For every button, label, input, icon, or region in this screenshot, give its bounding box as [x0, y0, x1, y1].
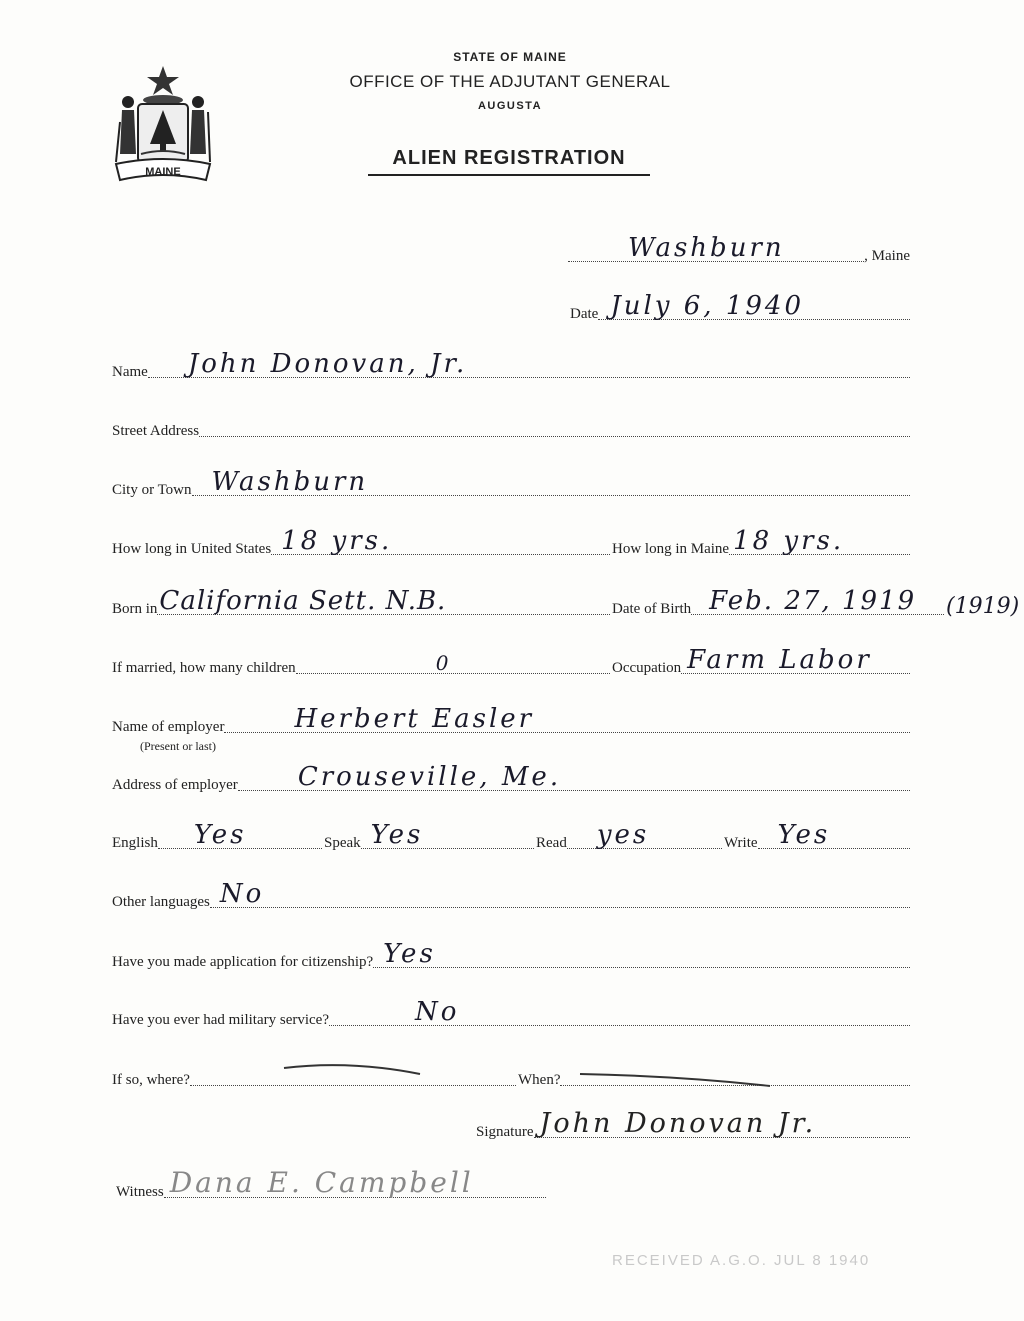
- read-field[interactable]: [567, 820, 722, 850]
- military-field[interactable]: [329, 997, 910, 1027]
- witness-label: Witness: [116, 1184, 164, 1200]
- years-maine-field[interactable]: [729, 526, 910, 556]
- citizenship-row: [112, 939, 910, 971]
- employer-field[interactable]: [224, 704, 910, 734]
- place-label: , Maine: [864, 248, 910, 264]
- witness-row: [116, 1166, 546, 1201]
- dob-row: [612, 586, 944, 618]
- occupation-value: Farm Labor: [687, 645, 872, 675]
- born-in-field[interactable]: [157, 586, 610, 616]
- name-value: John Donovan, Jr.: [187, 349, 468, 379]
- signature-label: Signature: [476, 1124, 534, 1140]
- english-field[interactable]: [158, 820, 322, 850]
- military-label: Have you ever had military service?: [112, 1012, 329, 1028]
- english-row: [112, 820, 322, 852]
- citizenship-label: Have you made application for citizenship?: [112, 954, 374, 970]
- years-us-value: 18 yrs.: [281, 526, 393, 556]
- street-row: [112, 423, 910, 440]
- other-languages-label: Other languages: [112, 894, 210, 910]
- read-row: [536, 820, 722, 852]
- name-row: [112, 349, 910, 381]
- employer-label: Name of employer: [112, 719, 225, 735]
- date-label: Date: [570, 306, 599, 322]
- dob-annotation: (1919): [946, 594, 1020, 619]
- years-us-field[interactable]: [271, 526, 610, 556]
- seal-banner-text: MAINE: [145, 166, 181, 178]
- state-seal-icon: [108, 62, 218, 192]
- other-languages-value: No: [219, 879, 265, 909]
- write-field[interactable]: [758, 820, 910, 850]
- date-value: July 6, 1940: [610, 291, 805, 321]
- witness-field[interactable]: [164, 1166, 546, 1199]
- header-office: OFFICE OF THE ADJUTANT GENERAL: [349, 72, 671, 91]
- city-label: City or Town: [112, 482, 192, 498]
- employer-address-label: Address of employer: [112, 777, 238, 793]
- witness-value: Dana E. Campbell: [169, 1166, 474, 1199]
- signature-row: [476, 1108, 910, 1141]
- name-label: Name: [112, 364, 148, 380]
- employer-sublabel: (Present or last): [140, 739, 216, 753]
- street-label: Street Address: [112, 423, 200, 439]
- years-us-row: [112, 526, 610, 558]
- city-value: Washburn: [211, 467, 369, 497]
- employer-value: Herbert Easler: [294, 704, 535, 734]
- citizenship-value: Yes: [383, 939, 436, 969]
- where-label: If so, where?: [112, 1072, 190, 1088]
- years-maine-label: How long in Maine: [612, 541, 730, 557]
- form-title: ALIEN REGISTRATION: [368, 147, 650, 176]
- born-in-row: [112, 586, 610, 618]
- employer-address-row: [112, 762, 910, 794]
- speak-row: [324, 820, 534, 852]
- signature-value: John Donovan Jr.: [539, 1108, 817, 1139]
- street-field[interactable]: [199, 435, 910, 437]
- children-field[interactable]: [296, 651, 610, 675]
- years-maine-value: 18 yrs.: [733, 526, 845, 556]
- children-value: 0: [435, 651, 452, 675]
- speak-value: Yes: [370, 820, 424, 850]
- dob-field[interactable]: [691, 586, 944, 616]
- header-state: STATE OF MAINE: [453, 50, 567, 64]
- born-in-value: California Sett. N.B.: [159, 586, 447, 616]
- military-row: [112, 997, 910, 1029]
- place-value: Washburn: [628, 233, 785, 263]
- occupation-field[interactable]: [681, 645, 910, 675]
- other-languages-row: [112, 879, 910, 911]
- born-in-label: Born in: [112, 601, 158, 617]
- other-languages-field[interactable]: [210, 879, 910, 909]
- dob-label: Date of Birth: [612, 601, 692, 617]
- write-row: [724, 820, 910, 852]
- years-us-label: How long in United States: [112, 541, 272, 557]
- when-label: When?: [518, 1072, 561, 1088]
- place-row: [568, 233, 910, 265]
- children-label: If married, how many children: [112, 660, 296, 676]
- dash-marks-icon: [280, 1056, 780, 1092]
- english-label: English: [112, 835, 158, 851]
- city-field[interactable]: [192, 467, 910, 497]
- read-label: Read: [536, 835, 567, 851]
- military-value: No: [415, 997, 460, 1027]
- dob-value: Feb. 27, 1919: [709, 586, 917, 616]
- speak-field[interactable]: [361, 820, 534, 850]
- name-field[interactable]: [148, 349, 910, 379]
- employer-address-field[interactable]: [238, 762, 910, 792]
- citizenship-field[interactable]: [373, 939, 910, 969]
- children-row: [112, 651, 610, 677]
- write-label: Write: [724, 835, 758, 851]
- place-field[interactable]: [568, 233, 864, 263]
- occupation-row: [612, 645, 910, 677]
- employer-address-value: Crouseville, Me.: [297, 762, 562, 792]
- years-maine-row: [612, 526, 910, 558]
- employer-row: [112, 704, 910, 736]
- date-row: [570, 291, 910, 323]
- occupation-label: Occupation: [612, 660, 682, 676]
- english-value: Yes: [193, 820, 247, 850]
- speak-label: Speak: [324, 835, 361, 851]
- read-value: yes: [596, 820, 650, 850]
- received-stamp: RECEIVED A.G.O. JUL 8 1940: [612, 1252, 871, 1269]
- date-field[interactable]: [598, 291, 910, 321]
- write-value: Yes: [777, 820, 831, 850]
- signature-field[interactable]: [534, 1108, 911, 1139]
- city-row: [112, 467, 910, 499]
- header-city: AUGUSTA: [477, 100, 543, 112]
